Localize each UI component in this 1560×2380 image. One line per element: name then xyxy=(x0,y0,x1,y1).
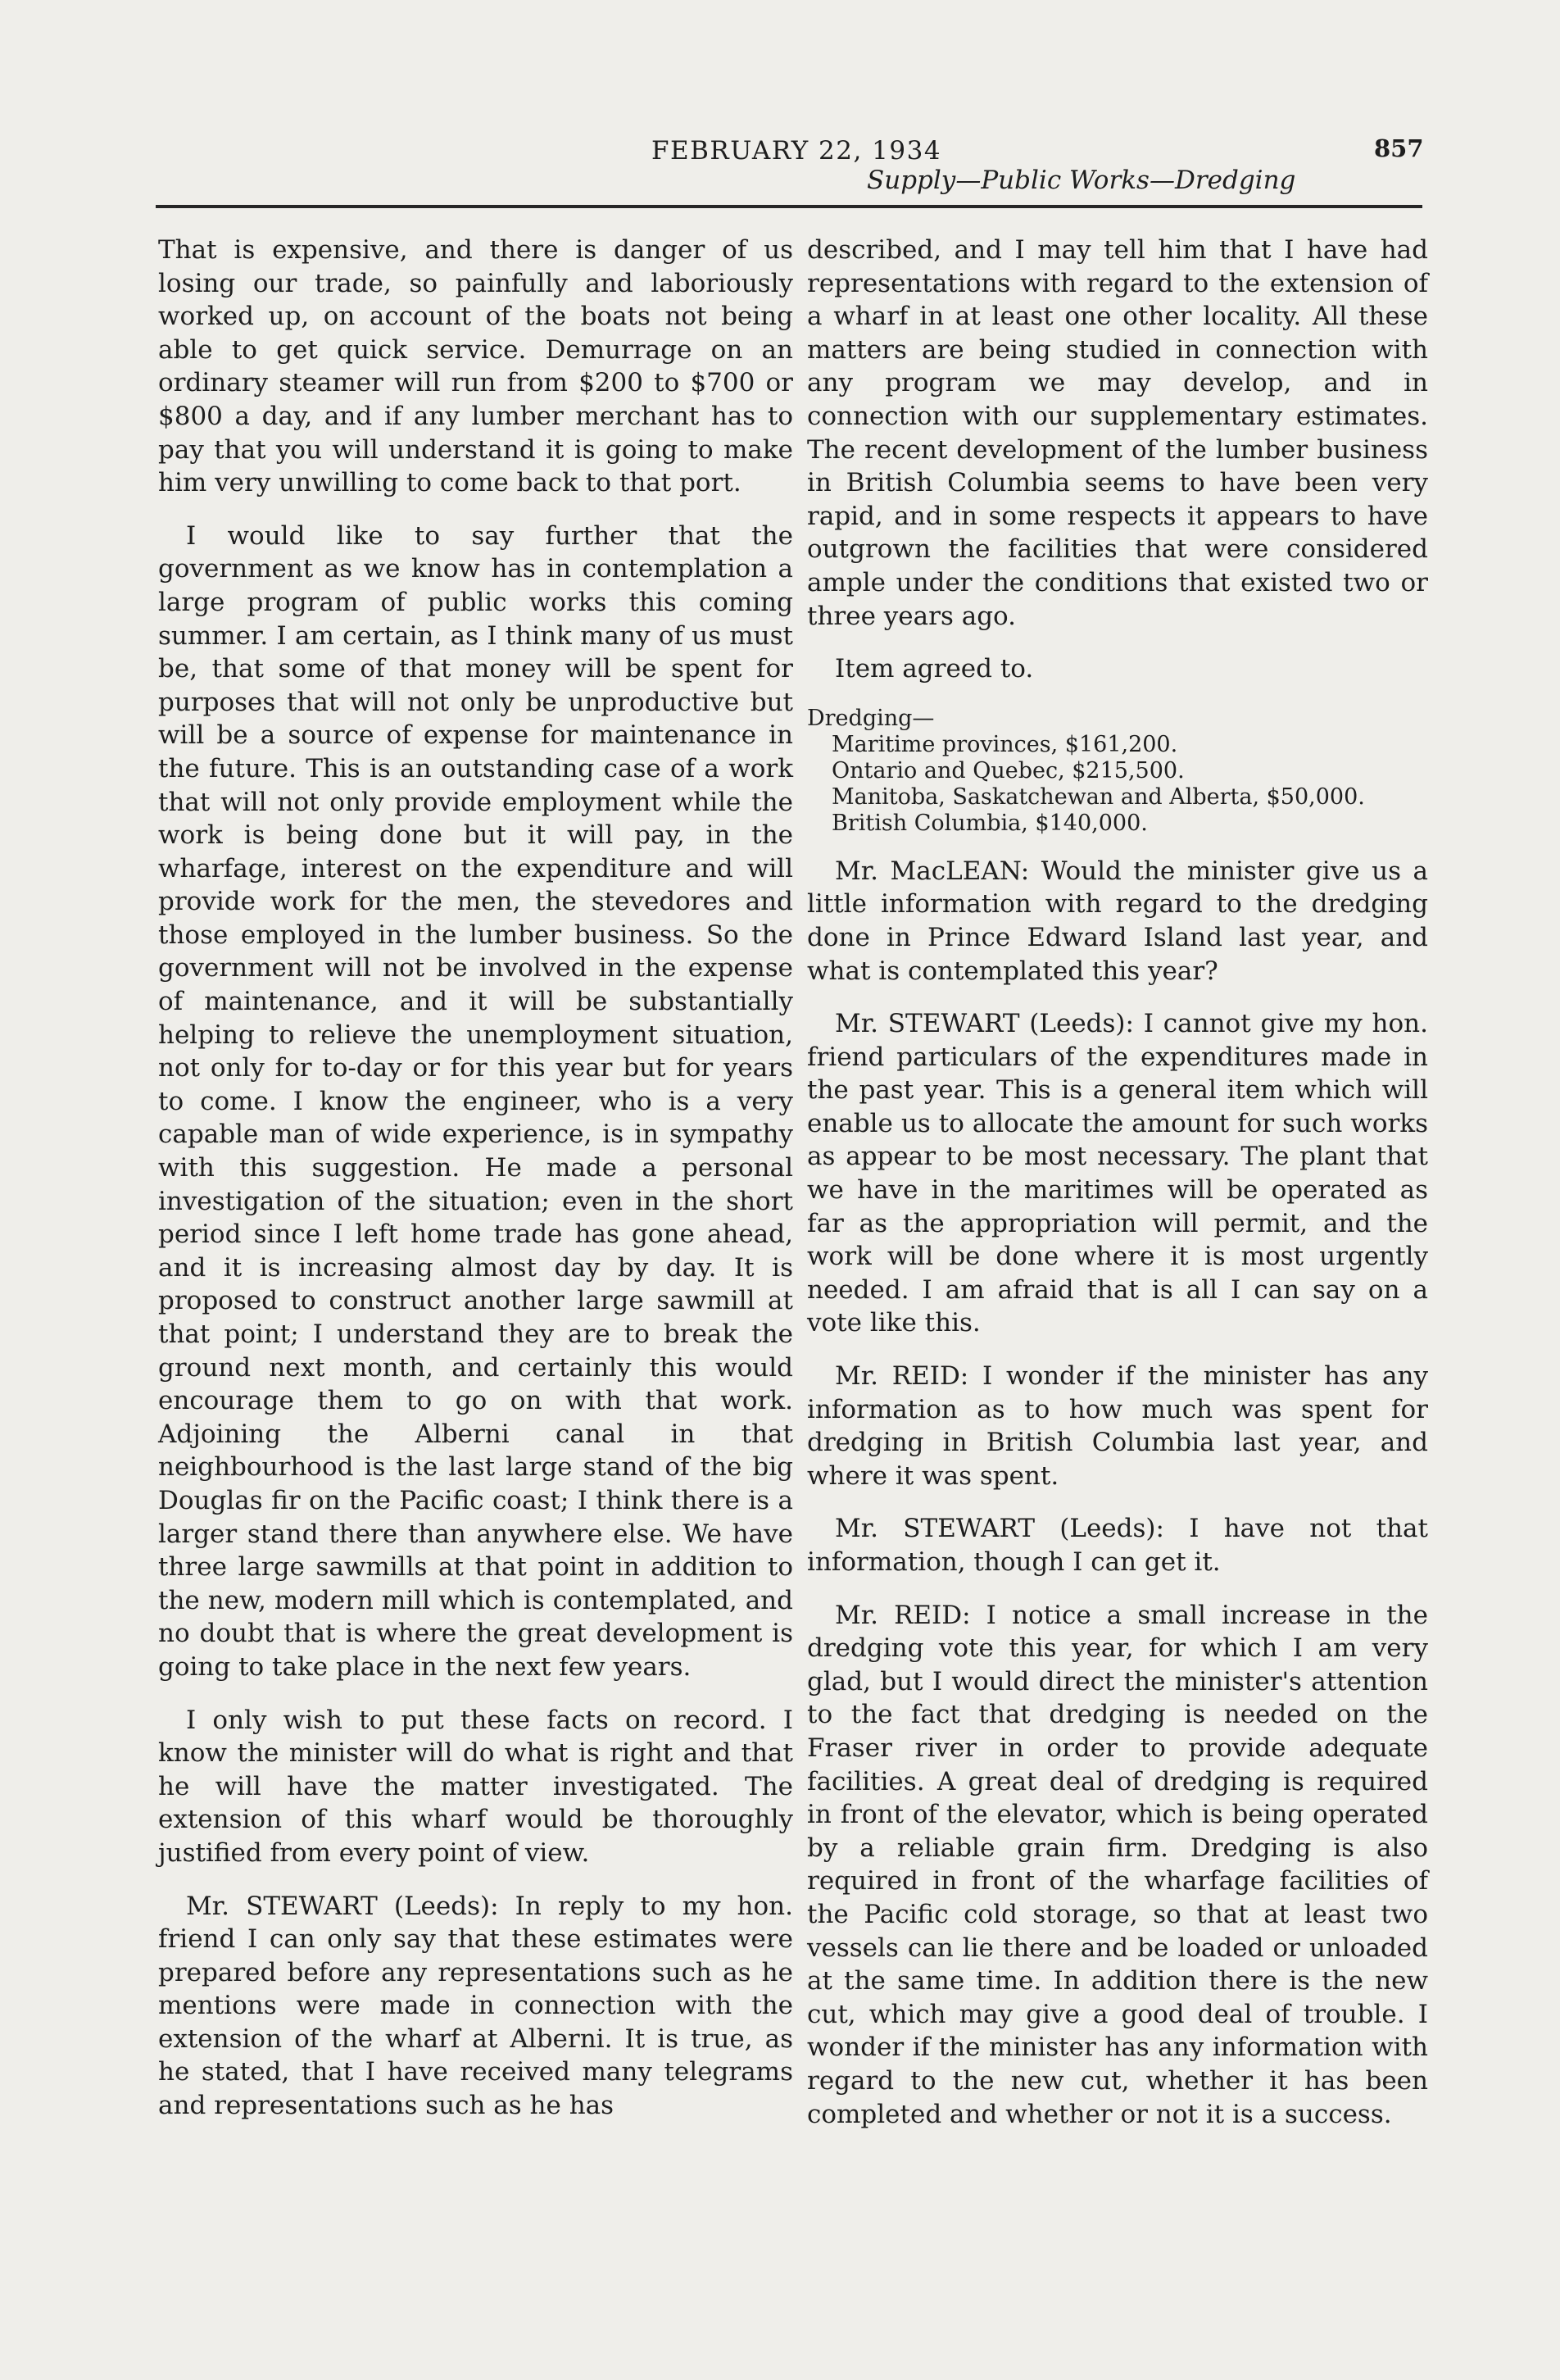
right-column xyxy=(807,234,1428,2131)
paragraph: Mr. STEWART (Leeds): I cannot give my hon. friend particulars of the expenditures made in the past year. This is a general item which will enable us to allocate the amount for such works as appear to be most necessary. The plant that we have in the maritimes will be operated as far as the appropriation will permit, and the work will be done where it is most urgently needed. I am afraid that is all I can say on a vote like this. xyxy=(807,1009,1428,1338)
left-column xyxy=(158,234,793,2123)
vote-item: Ontario and Quebec, $215,500. xyxy=(832,757,1185,783)
page-date: FEBRUARY 22, 1934 xyxy=(651,136,942,166)
paragraph: Mr. REID: I notice a small increase in the dredging vote this year, for which I am very glad, but I would direct the minister's attention to the fact that dredging is needed on the Fraser river in order to provide adequate facilities. A great deal of dredging is required in front of the elevator, which is being operated by a reliable grain firm. Dredging is also required in front of the wharfage facilities of the Pacific cold storage, so that at least two vessels can lie there and be loaded or unloaded at the same time. In addition there is the new cut, which may give a good deal of trouble. I wonder if the minister has any information with regard to the new cut, whether it has been completed and whether or not it is a success. xyxy=(807,1600,1428,2129)
dredging-vote xyxy=(807,706,1428,837)
paragraph: Mr. STEWART (Leeds): I have not that information, though I can get it. xyxy=(807,1514,1428,1577)
vote-heading: Dredging— xyxy=(807,705,935,731)
page-header xyxy=(0,0,1560,213)
page-number: 857 xyxy=(1374,134,1424,162)
paragraph: That is expensive, and there is danger of us losing our trade, so painfully and laboriously worked up, on account of the boats not being able to get quick service. Demurrage on an ordinary steamer will run from $200 to $700 or $800 a day, and if any lumber merchant has to pay that you will understand it is going to make him very unwilling to come back to that port. xyxy=(158,235,793,498)
paragraph: Mr. REID: I wonder if the minister has any information as to how much was spent for dredging in British Columbia last year, and where it was spent. xyxy=(807,1361,1428,1491)
header-rule xyxy=(156,205,1422,208)
paragraph: Mr. STEWART (Leeds): In reply to my hon. friend I can only say that these estimates were prepared before any representations such as he mentions were made in connection with the extension of the wharf at Alberni. It is true, as he stated, that I have received many telegrams and representations such as he has xyxy=(158,1891,793,2121)
section-subject: Supply—Public Works—Dredging xyxy=(867,166,1296,195)
paragraph: Mr. MacLEAN: Would the minister give us a little information with regard to the dredging done in Prince Edward Island last year, and what is contemplated this year? xyxy=(807,856,1428,986)
vote-item: Manitoba, Saskatchewan and Alberta, $50,000. xyxy=(832,783,1365,810)
vote-item: Maritime provinces, $161,200. xyxy=(832,731,1178,757)
paragraph: I only wish to put these facts on record. I know the minister will do what is right and that he will have the matter investigated. The extension of this wharf would be thoroughly justified from every point of view. xyxy=(158,1705,793,1868)
paragraph: described, and I may tell him that I have had representations with regard to the extension of a wharf in at least one other locality. All these matters are being studied in connection with any program we may develop, and in connection with our supplementary estimates. The recent development of the lumber business in British Columbia seems to have been very rapid, and in some respects it appears to have outgrown the facilities that were considered ample under the conditions that existed two or three years ago. xyxy=(807,235,1428,631)
item-agreed: Item agreed to. xyxy=(835,654,1034,684)
vote-item: British Columbia, $140,000. xyxy=(832,810,1148,836)
paragraph: I would like to say further that the government as we know has in contemplation a large program of public works this coming summer. I am certain, as I think many of us must be, that some of that money will be spent for purposes that will not only be unproductive but will be a source of expense for maintenance in the future. This is an outstanding case of a work that will not only provide employment while the work is being done but it will pay, in the wharfage, interest on the expenditure and will provide work for the men, the stevedores and those employed in the lumber business. So the government will not be involved in the expense of maintenance, and it will be substantially helping to relieve the unemployment situation, not only for to-day or for this year but for years to come. I know the engineer, who is a very capable man of wide experience, is in sympathy with this suggestion. He made a personal investigation of the situation; even in the short period since I left home trade has gone ahead, and it is increasing almost day by day. It is proposed to construct another large sawmill at that point; I understand they are to break the ground next month, and certainly this would encourage them to go on with that work. Adjoining the Alberni canal in that neighbourhood is the last large stand of the big Douglas fir on the Pacific coast; I think there is a larger stand there than anywhere else. We have three large sawmills at that point in addition to the new, modern mill which is contemplated, and no doubt that is where the great development is going to take place in the next few years. xyxy=(158,520,793,1682)
